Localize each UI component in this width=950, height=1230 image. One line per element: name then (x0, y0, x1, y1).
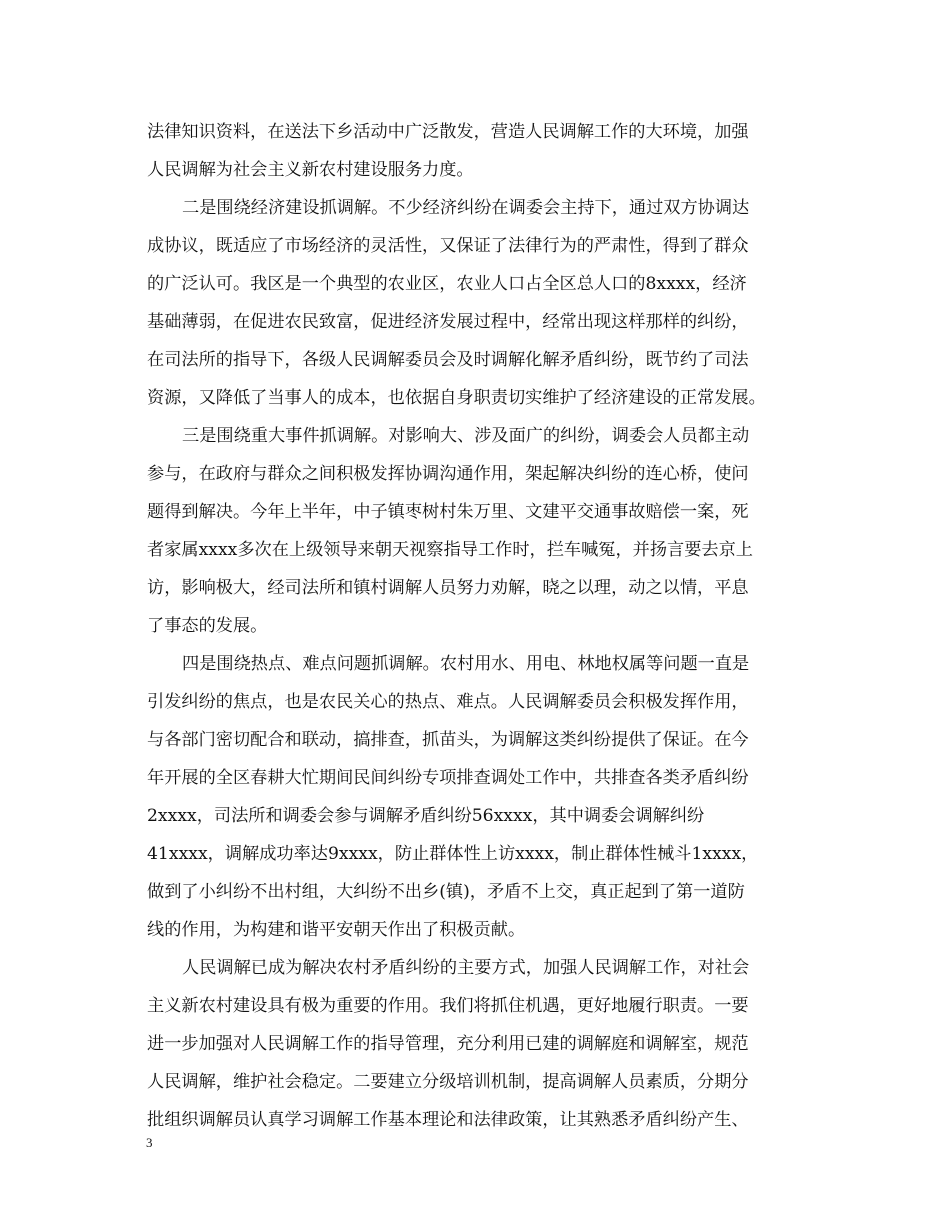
text-line: 访，影响极大，经司法所和镇村调解人员努力劝解，晓之以理，动之以情，平息 (147, 578, 749, 598)
text-line: 线的作用，为构建和谐平安朝天作出了积极贡献。 (147, 920, 526, 940)
text-line: 人民调解为社会主义新农村建设服务力度。 (147, 160, 474, 180)
text-line: 了事态的发展。 (147, 616, 268, 636)
text-line: 基础薄弱，在促进农民致富，促进经济发展过程中，经常出现这样那样的纠纷， (147, 312, 749, 332)
text-line: 与各部门密切配合和联动，搞排查，抓苗头，为调解这类纠纷提供了保证。在今 (147, 730, 749, 750)
paragraph-start-line: 四是围绕热点、难点问题抓调解。农村用水、用电、林地权属等问题一直是 (182, 654, 750, 674)
paragraph-start-line: 三是围绕重大事件抓调解。对影响大、涉及面广的纠纷，调委会人员都主动 (182, 426, 750, 446)
document-body (147, 113, 807, 1139)
text-line: 在司法所的指导下，各级人民调解委员会及时调解化解矛盾纠纷，既节约了司法 (147, 350, 749, 370)
text-line: 2xxxx，司法所和调委会参与调解矛盾纠纷56xxxx，其中调委会调解纠纷 (147, 806, 705, 826)
text-line: 成协议，既适应了市场经济的灵活性，又保证了法律行为的严肃性，得到了群众 (147, 236, 749, 256)
page-number: 3 (146, 1135, 153, 1150)
text-line: 法律知识资料，在送法下乡活动中广泛散发，营造人民调解工作的大环境，加强 (147, 122, 749, 142)
text-line: 引发纠纷的焦点，也是农民关心的热点、难点。人民调解委员会积极发挥作用， (147, 692, 749, 712)
text-line: 者家属xxxx多次在上级领导来朝天视察指导工作时，拦车喊冤，并扬言要去京上 (147, 540, 753, 560)
paragraph-start-line: 人民调解已成为解决农村矛盾纠纷的主要方式，加强人民调解工作，对社会 (182, 958, 750, 978)
text-line: 资源，又降低了当事人的成本，也依据自身职责切实维护了经济建设的正常发展。 (147, 388, 766, 408)
text-line: 参与，在政府与群众之间积极发挥协调沟通作用，架起解决纠纷的连心桥，使问 (147, 464, 749, 484)
text-line: 主义新农村建设具有极为重要的作用。我们将抓住机遇，更好地履行职责。一要 (147, 996, 749, 1016)
text-line: 做到了小纠纷不出村组，大纠纷不出乡(镇)，矛盾不上交，真正起到了第一道防 (147, 882, 745, 902)
text-line: 人民调解，维护社会稳定。二要建立分级培训机制，提高调解人员素质，分期分 (147, 1072, 749, 1092)
text-line: 年开展的全区春耕大忙期间民间纠纷专项排查调处工作中，共排查各类矛盾纠纷 (147, 768, 749, 788)
text-line: 进一步加强对人民调解工作的指导管理，充分利用已建的调解庭和调解室，规范 (147, 1034, 749, 1054)
text-line: 的广泛认可。我区是一个典型的农业区，农业人口占全区总人口的8xxxx，经济 (147, 274, 747, 294)
text-line: 题得到解决。今年上半年，中子镇枣树村朱万里、文建平交通事故赔偿一案，死 (147, 502, 749, 522)
text-line: 41xxxx，调解成功率达9xxxx，防止群体性上访xxxx，制止群体性械斗1xxxx， (147, 844, 759, 864)
paragraph-start-line: 二是围绕经济建设抓调解。不少经济纠纷在调委会主持下，通过双方协调达 (182, 198, 750, 218)
text-line: 批组织调解员认真学习调解工作基本理论和法律政策，让其熟悉矛盾纠纷产生、 (147, 1110, 749, 1130)
